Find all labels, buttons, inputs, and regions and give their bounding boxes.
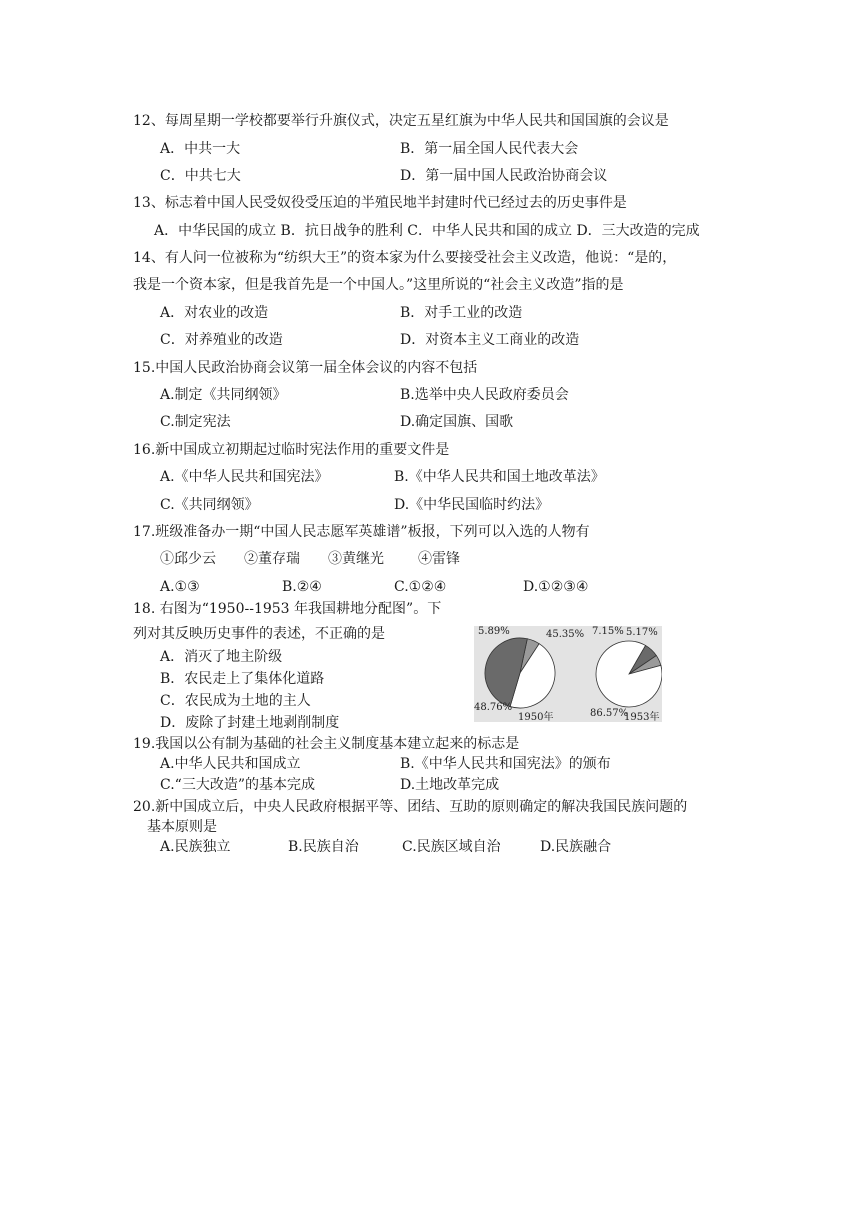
q15-option-b: B.选举中央人民政府委员会 (400, 387, 569, 403)
q14-stem-line1: 14、有人问一位被称为“纺织大王”的资本家为什么要接受社会主义改造，他说：“是的， (133, 250, 677, 266)
q16-stem: 16.新中国成立初期起过临时宪法作用的重要文件是 (133, 442, 450, 458)
q19-option-a: A.中华人民共和国成立 (160, 756, 301, 772)
q13-options: A．中华民国的成立 B．抗日战争的胜利 C．中华人民共和国的成立 D．三大改造的完成 (154, 223, 700, 239)
q12-stem: 12、每周星期一学校都要举行升旗仪式，决定五星红旗为中华人民共和国国旗的会议是 (133, 113, 669, 129)
q17-stem: 17.班级准备办一期“中国人民志愿军英雄谱”板报，下列可以入选的人物有 (133, 524, 590, 540)
q20-option-a: A.民族独立 (160, 839, 231, 855)
q12-option-d: D．第一届中国人民政治协商会议 (400, 168, 608, 184)
q12-option-c: C．中共七大 (160, 168, 241, 184)
q15-option-d: D.确定国旗、国歌 (400, 414, 514, 430)
q12-option-b: B．第一届全国人民代表大会 (400, 141, 579, 157)
pie-value-label: 5.89% (478, 626, 510, 637)
q17-option-a: A.①③ (160, 579, 200, 595)
q20-option-d: D.民族融合 (540, 839, 612, 855)
q17-person-3: ③黄继光 (328, 551, 384, 567)
q18-stem-line1: 18. 右图为“1950--1953 年我国耕地分配图”。下 (133, 601, 442, 617)
q17-option-d: D.①②③④ (523, 579, 589, 595)
q17-person-1: ①邱少云 (160, 551, 216, 567)
q15-option-a: A.制定《共同纲领》 (160, 387, 287, 403)
q17-option-b: B.②④ (282, 579, 322, 595)
pie-value-label: 48.76% (474, 702, 513, 713)
q14-stem-line2: 我是一个资本家，但是我首先是一个中国人。”这里所说的“社会主义改造”指的是 (133, 277, 624, 293)
land-distribution-pie-charts (474, 626, 662, 722)
q16-option-a: A.《中华人民共和国宪法》 (160, 469, 329, 485)
q17-person-2: ②董存瑞 (244, 551, 300, 567)
q14-option-c: C．对养殖业的改造 (160, 332, 283, 348)
q19-stem: 19.我国以公有制为基础的社会主义制度基本建立起来的标志是 (133, 736, 520, 752)
q18-option-a: A．消灭了地主阶级 (160, 649, 283, 665)
q16-option-d: D.《中华民国临时约法》 (394, 497, 550, 513)
q20-stem-line2: 基本原则是 (147, 819, 217, 835)
pie-value-label: 5.17% (626, 627, 658, 638)
q20-option-c: C.民族区域自治 (402, 839, 501, 855)
pie-year-label: 1950年 (518, 712, 554, 722)
q16-option-b: B.《中华人民共和国土地改革法》 (394, 469, 605, 485)
q18-option-b: B．农民走上了集体化道路 (160, 671, 325, 687)
pie-year-label: 1953年 (624, 712, 660, 722)
q14-option-d: D．对资本主义工商业的改造 (400, 332, 580, 348)
q19-option-d: D.土地改革完成 (400, 777, 500, 793)
q17-person-4: ④雷锋 (418, 551, 460, 567)
q19-option-b: B.《中华人民共和国宪法》的颁布 (400, 756, 611, 772)
q15-stem: 15.中国人民政治协商会议第一届全体会议的内容不包括 (133, 360, 478, 376)
q14-option-b: B．对手工业的改造 (400, 305, 523, 321)
q20-option-b: B.民族自治 (288, 839, 359, 855)
q18-stem-line2: 列对其反映历史事件的表述，不正确的是 (133, 626, 385, 642)
q18-option-d: D．废除了封建土地剥削制度 (160, 715, 340, 731)
q15-option-c: C.制定宪法 (160, 414, 231, 430)
q12-option-a: A．中共一大 (160, 141, 241, 157)
q18-option-c: C．农民成为土地的主人 (160, 693, 311, 709)
q14-option-a: A．对农业的改造 (160, 305, 269, 321)
q19-option-c: C.“三大改造”的基本完成 (160, 777, 315, 793)
pie-value-label: 45.35% (546, 629, 585, 640)
q13-stem: 13、标志着中国人民受奴役受压迫的半殖民地半封建时代已经过去的历史事件是 (133, 195, 627, 211)
pie-value-label: 86.57% (590, 708, 629, 719)
q20-stem-line1: 20.新中国成立后，中央人民政府根据平等、团结、互助的原则确定的解决我国民族问题的 (133, 799, 688, 815)
q16-option-c: C.《共同纲领》 (160, 497, 259, 513)
pie-value-label: 7.15% (592, 626, 624, 637)
q17-option-c: C.①②④ (394, 579, 447, 595)
